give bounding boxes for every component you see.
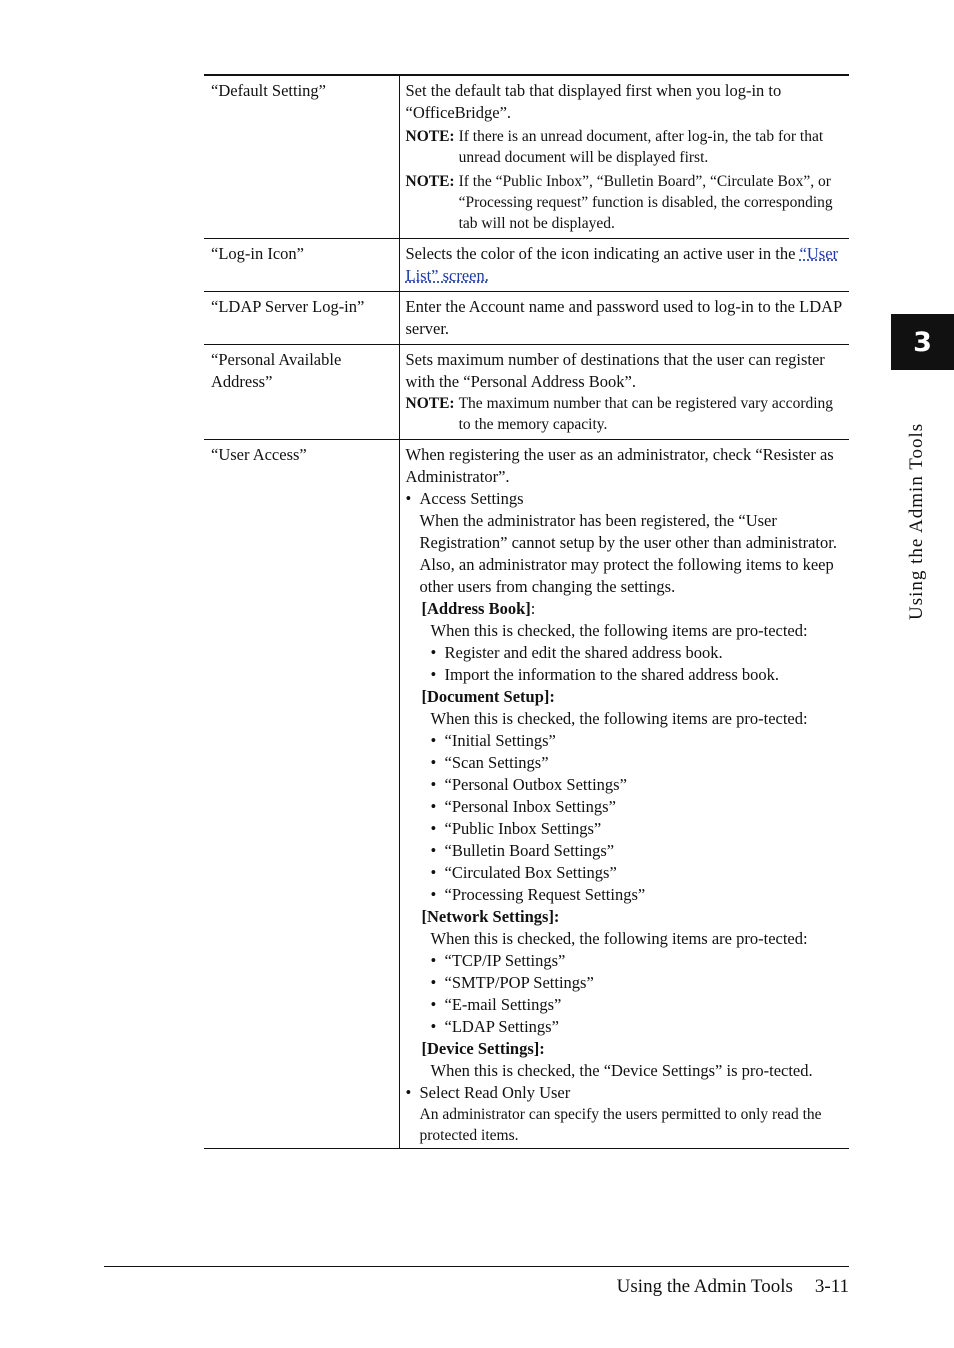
section-heading: [Address Book]: [421, 599, 536, 618]
list-item: • Select Read Only User [405, 1083, 571, 1102]
description-text: Sets maximum number of destinations that the user can register with the “Personal Address Book”. [405, 350, 825, 391]
list-item: • Access Settings [405, 489, 524, 508]
chapter-number-tab: 3 [891, 314, 954, 370]
table-row [204, 292, 849, 345]
table-row [204, 75, 849, 239]
footer-section-title: Using the Admin Tools [616, 1276, 793, 1297]
section-text: When this is checked, the following items are pro-tected: [430, 929, 808, 948]
item-list [420, 642, 846, 686]
setting-name: “Personal Available Address” [204, 345, 399, 440]
list-item: • Register and edit the shared address book. [430, 643, 723, 662]
list-item: • “SMTP/POP Settings” [430, 973, 594, 992]
setting-description [399, 239, 849, 292]
setting-name: “Default Setting” [204, 75, 399, 239]
page-footer [617, 1276, 849, 1298]
address-book-section [406, 598, 846, 686]
setting-description [399, 75, 849, 239]
note-text: If the “Public Inbox”, “Bulletin Board”, “Circulate Box”, or “Processing request” function is disabled, the corresponding tab will not be displayed. [458, 173, 833, 232]
section-heading: [Network Settings]: [421, 907, 560, 926]
setting-description [399, 345, 849, 440]
note [406, 393, 846, 435]
list-item: • “Circulated Box Settings” [430, 863, 617, 882]
section-text: When this is checked, the following items are pro-tected: [430, 621, 808, 640]
device-settings-section [406, 1038, 846, 1082]
item-list [420, 950, 846, 1038]
settings-table [204, 74, 849, 1149]
description-text: When registering the user as an administrator, check “Resister as Administrator”. [405, 445, 834, 486]
note-text: The maximum number that can be registered vary according to the memory capacity. [458, 395, 834, 433]
list-item: • “LDAP Settings” [430, 1017, 559, 1036]
table-row [204, 239, 849, 292]
list-item: • “Bulletin Board Settings” [430, 841, 615, 860]
description-text: Selects the color of the icon indicating an active user in the [405, 244, 800, 263]
setting-description: Enter the Account name and password used to log-in to the LDAP server. [399, 292, 849, 345]
list-item: • “Public Inbox Settings” [430, 819, 602, 838]
document-setup-section [406, 686, 846, 906]
user-list-screen-link[interactable]: “User List” screen. [405, 244, 839, 285]
list-item: • “TCP/IP Settings” [430, 951, 566, 970]
item-list [420, 730, 846, 906]
page-number: 3-11 [814, 1276, 849, 1297]
section-heading: [Device Settings]: [421, 1039, 545, 1058]
list-item: • “Initial Settings” [430, 731, 556, 750]
chapter-side-title: Using the Admin Tools [906, 422, 927, 620]
table-row [204, 345, 849, 440]
note-label: NOTE: [405, 395, 455, 412]
bullet-icon: • [405, 1083, 412, 1102]
table-row [204, 440, 849, 1149]
list-item: • Import the information to the shared address book. [430, 665, 780, 684]
read-only-user-text: An administrator can specify the users permitted to only read the protected items. [419, 1106, 822, 1144]
network-settings-section [406, 906, 846, 1038]
setting-name: “LDAP Server Log-in” [204, 292, 399, 345]
setting-description [399, 440, 849, 1149]
footer-rule [104, 1266, 849, 1267]
note-text: If there is an unread document, after log-in, the tab for that unread document will be displayed first. [458, 128, 824, 166]
bullet-icon: • [405, 489, 412, 508]
note-label: NOTE: [405, 128, 455, 145]
note [406, 171, 846, 234]
list-item: • “Personal Inbox Settings” [430, 797, 616, 816]
section-text: When this is checked, the following items are pro-tected: [430, 709, 808, 728]
setting-name: “User Access” [204, 440, 399, 1149]
note-label: NOTE: [405, 173, 455, 190]
list-item: • “Scan Settings” [430, 753, 549, 772]
access-settings-text: When the administrator has been registered, the “User Registration” cannot setup by the user other than administrator. Also, an administrator may protect the following items to keep other users from changing the settings. [419, 511, 837, 596]
section-heading: [Document Setup]: [421, 687, 555, 706]
setting-name: “Log-in Icon” [204, 239, 399, 292]
section-text: When this is checked, the “Device Settings” is pro-tected. [430, 1061, 813, 1080]
list-item: • “E-mail Settings” [430, 995, 562, 1014]
description-text: Set the default tab that displayed first when you log-in to “OfficeBridge”. [405, 81, 782, 122]
note [406, 126, 846, 168]
list-item: • “Personal Outbox Settings” [430, 775, 627, 794]
list-item: • “Processing Request Settings” [430, 885, 646, 904]
